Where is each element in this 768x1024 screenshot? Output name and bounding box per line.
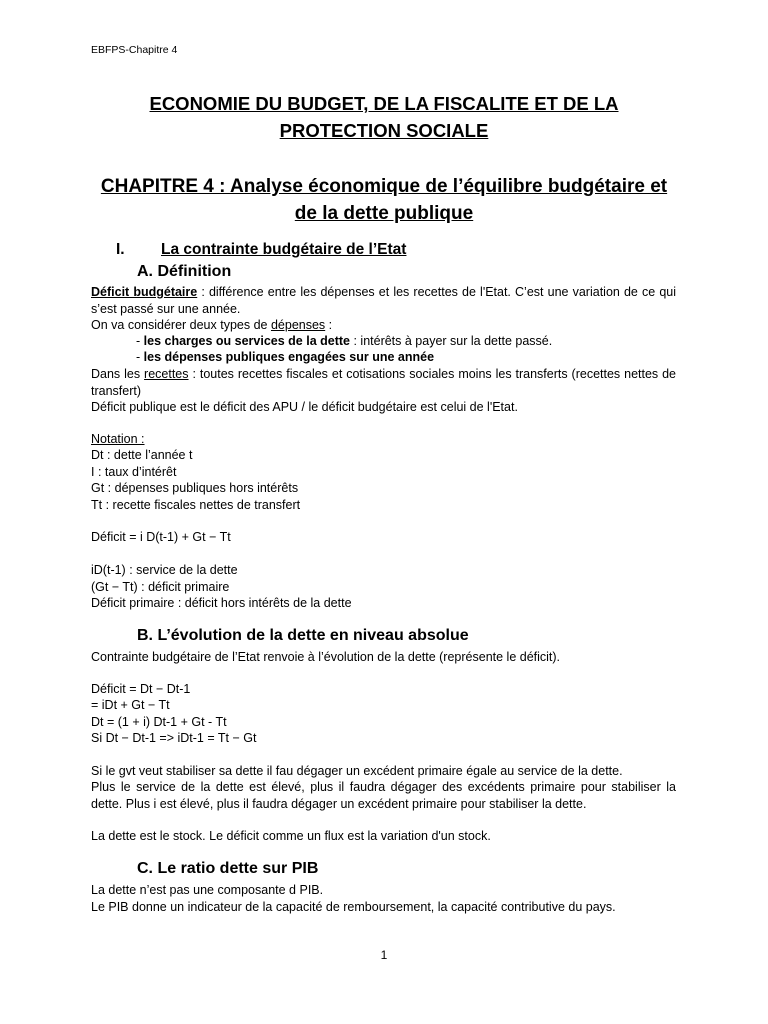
deficit-definition-text: : différence entre les dépenses et les recettes de l'Etat. C’est une variation de ce qui s’est passé sur une année.: [91, 285, 677, 316]
paragraph-dette-pib: La dette n’est pas une composante d PIB.: [91, 883, 324, 897]
term-recettes: recettes: [144, 367, 189, 381]
notation-item: I : taux d’intérêt: [91, 465, 177, 479]
list-dash: -: [136, 350, 144, 364]
text-fragment: :: [325, 318, 333, 332]
equation-line: = iDt + Gt − Tt: [91, 698, 170, 712]
notation-item: Gt : dépenses publiques hors intérêts: [91, 481, 299, 495]
notation-label: Notation :: [91, 432, 145, 446]
paragraph-stabiliser: Si le gvt veut stabiliser sa dette il fau dégager un excédent primaire égale au service de la dette.: [91, 764, 623, 778]
page-number: 1: [380, 948, 388, 962]
page-header: EBFPS-Chapitre 4: [91, 44, 178, 56]
section-number: I.: [116, 241, 125, 258]
text-fragment: Dans les: [91, 367, 145, 381]
equation-line: Dt = (1 + i) Dt-1 + Gt - Tt: [91, 715, 227, 729]
subsection-c-title: C. Le ratio dette sur PIB: [137, 860, 319, 877]
list-item-bold: les charges ou services de la dette: [143, 334, 350, 348]
equation-line: Déficit = Dt − Dt-1: [91, 682, 191, 696]
document-title: ECONOMIE DU BUDGET, DE LA FISCALITE ET DE LA PROTECTION SOCIALE: [149, 93, 619, 141]
paragraph-contrainte: Contrainte budgétaire de l’Etat renvoie à l’évolution de la dette (représente le déficit).: [91, 650, 561, 664]
definition-item: Déficit primaire : déficit hors intérêts de la dette: [91, 596, 352, 610]
term-deficit-budgetaire: Déficit budgétaire: [91, 285, 198, 299]
notation-item: Tt : recette fiscales nettes de transfert: [91, 498, 301, 512]
list-item-bold: les dépenses publiques engagées sur une année: [143, 350, 435, 364]
formula-deficit: Déficit = i D(t-1) + Gt − Tt: [91, 530, 231, 544]
definition-item: iD(t-1) : service de la dette: [91, 563, 238, 577]
subsection-a-title: A. Définition: [137, 263, 232, 280]
definition-item: (Gt − Tt) : déficit primaire: [91, 580, 230, 594]
chapter-title: CHAPITRE 4 : Analyse économique de l’équilibre budgétaire et de la dette publique: [100, 176, 668, 224]
term-depenses: dépenses: [270, 318, 326, 332]
section-title: La contrainte budgétaire de l’Etat: [161, 241, 407, 258]
list-item-depenses-publiques: [136, 349, 434, 366]
list-item-text: : intérêts à payer sur la dette passé.: [350, 334, 553, 348]
paragraph-depenses-intro: [91, 317, 332, 334]
notation-item: Dt : dette l’année t: [91, 448, 193, 462]
subsection-b-title: B. L’évolution de la dette en niveau absolue: [137, 627, 469, 644]
list-item-charges: [136, 333, 552, 350]
text-fragment: : toutes recettes fiscales et cotisations sociales moins les transferts (recettes nettes de transfert): [91, 367, 677, 398]
paragraph-recettes: [91, 366, 676, 399]
paragraph-stock-flux: La dette est le stock. Le déficit comme un flux est la variation d'un stock.: [91, 829, 491, 843]
paragraph-deficit-publique: Déficit publique est le déficit des APU / le déficit budgétaire est celui de l'Etat.: [91, 400, 518, 414]
paragraph-service-dette: Plus le service de la dette est élevé, plus il faudra dégager des excédents primaire pour stabiliser la dette. Plus i est élevé, plus il faudra dégager un excédent primaire pour stabiliser la dette.: [91, 780, 676, 811]
paragraph-pib-capacite: Le PIB donne un indicateur de la capacité de remboursement, la capacité contributive du pays.: [91, 900, 616, 914]
equation-line: Si Dt − Dt-1 => iDt-1 = Tt − Gt: [91, 731, 257, 745]
paragraph-deficit-definition: [91, 284, 676, 317]
text-fragment: On va considérer deux types de: [91, 318, 271, 332]
list-dash: -: [136, 334, 144, 348]
